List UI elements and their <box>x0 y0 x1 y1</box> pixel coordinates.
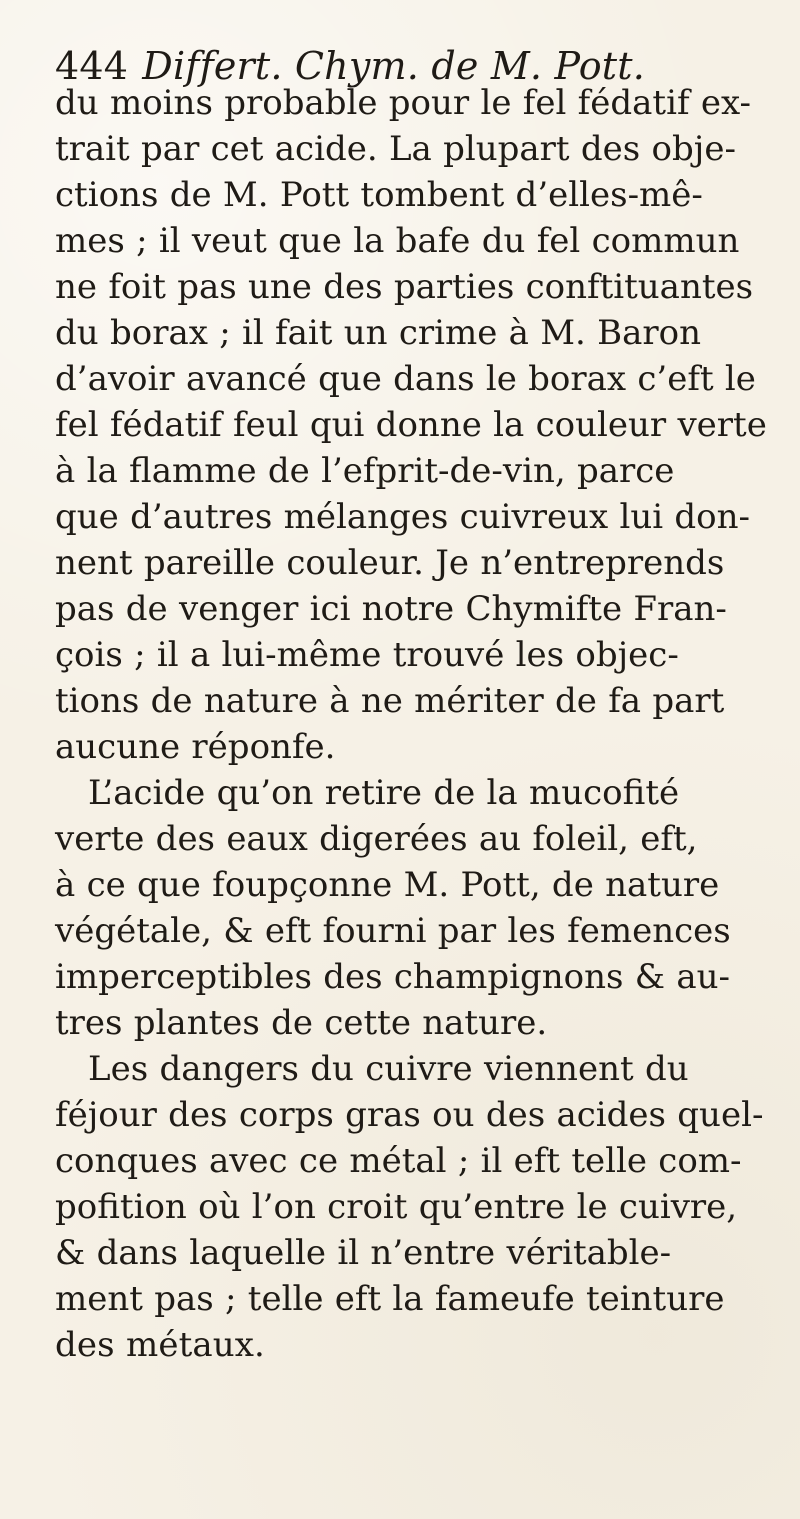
text-line: à la flamme de l’efprit-de-vin, parce <box>55 451 675 491</box>
text-line: fel fédatif feul qui donne la couleur verte <box>55 405 767 445</box>
text-line: pas de venger ici notre Chymifte Fran- <box>55 589 727 629</box>
text-line: tres plantes de cette nature. <box>55 1003 548 1043</box>
text-line: tions de nature à ne mériter de fa part <box>55 681 725 721</box>
text-line: à ce que foupçonne M. Pott, de nature <box>55 865 720 905</box>
page-number: 444 <box>55 44 129 88</box>
text-line: d’avoir avancé que dans le borax c’eft le <box>55 359 756 399</box>
body-text <box>55 80 767 1368</box>
text-line: & dans laquelle il n’entre véritable- <box>55 1233 672 1273</box>
text-line: ctions de M. Pott tombent d’elles-mê- <box>55 175 703 215</box>
text-line: conques avec ce métal ; il eft telle com- <box>55 1141 742 1181</box>
text-line: imperceptibles des champignons & au- <box>55 957 730 997</box>
text-line: mes ; il veut que la bafe du fel commun <box>55 221 740 261</box>
paragraph-start-line: L’acide qu’on retire de la mucofité <box>88 773 680 813</box>
text-line: ne foit pas une des parties conftituantes <box>55 267 754 307</box>
text-line: trait par cet acide. La plupart des obje- <box>55 129 736 169</box>
text-line: des métaux. <box>55 1325 265 1365</box>
text-line: féjour des corps gras ou des acides quel- <box>55 1095 764 1135</box>
paragraph-start-line: Les dangers du cuivre viennent du <box>88 1049 689 1089</box>
text-line: verte des eaux digerées au foleil, eft, <box>55 819 698 859</box>
text-line: ment pas ; telle eft la fameufe teinture <box>55 1279 725 1319</box>
text-line: pofition où l’on croit qu’entre le cuivre, <box>55 1187 738 1227</box>
text-line: végétale, & eft fourni par les femences <box>55 911 731 951</box>
text-line: nent pareille couleur. Je n’entreprends <box>55 543 725 583</box>
running-title: Differt. Chym. de M. Pott. <box>142 44 646 88</box>
text-line: que d’autres mélanges cuivreux lui don- <box>55 497 751 537</box>
text-line: du borax ; il fait un crime à M. Baron <box>55 313 702 353</box>
text-line: çois ; il a lui-même trouvé les objec- <box>55 635 679 675</box>
text-line: aucune réponfe. <box>55 727 336 767</box>
text-line: du moins probable pour le fel fédatif ex- <box>55 83 752 123</box>
